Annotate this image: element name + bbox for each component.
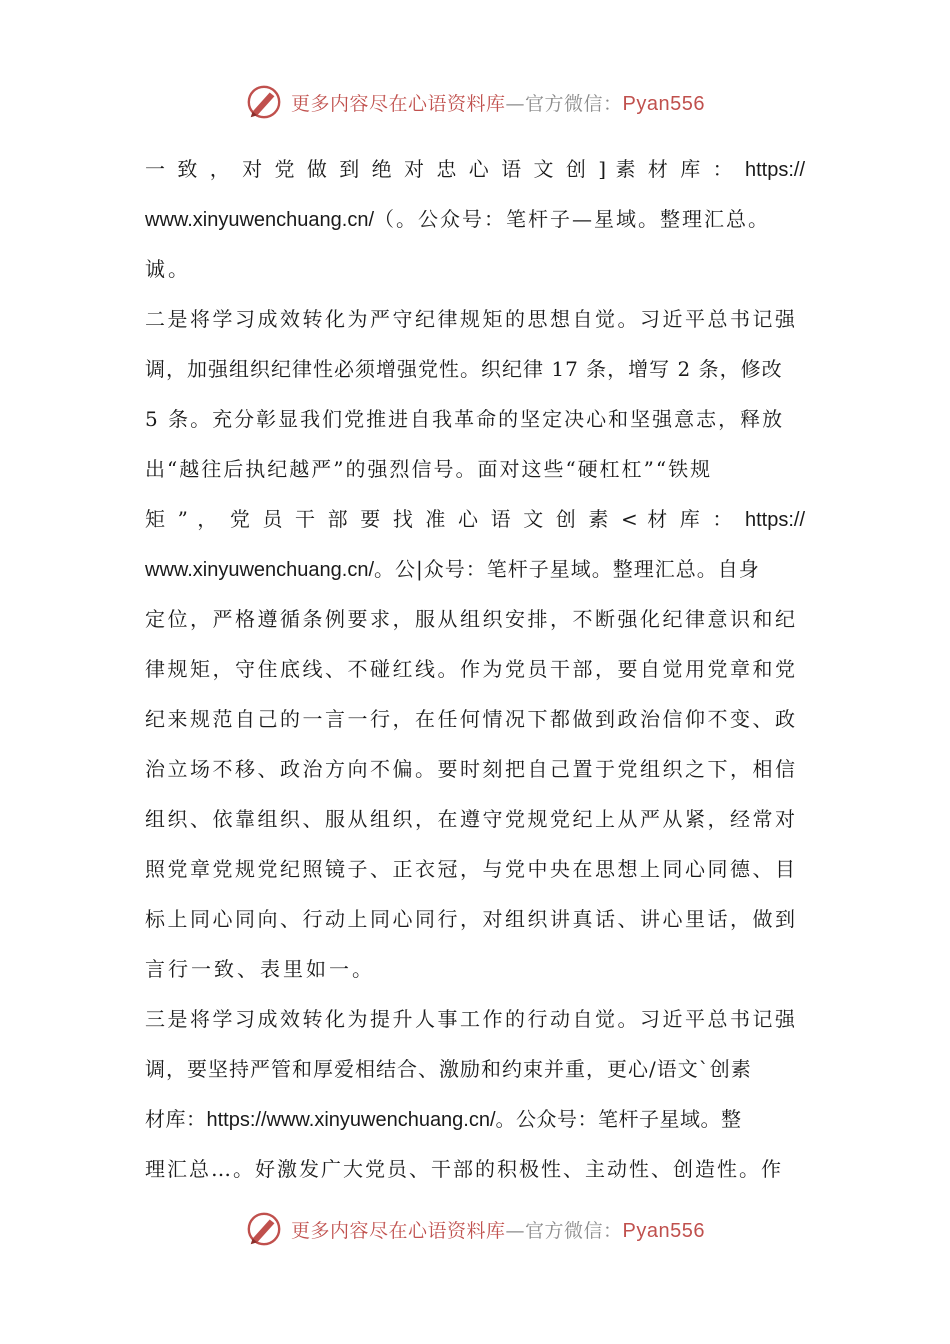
text-line: 纪来规范自己的一言一行，在任何情况下都做到政治信仰不变、政 xyxy=(145,707,798,731)
watermark-text: 更多内容尽在心语资料库—官方微信：Pyan556 xyxy=(291,92,705,115)
text-line: 矩 ” ， 党 员 干 部 要 找 准 心 语 文 创 素 < 材 库 ： https:// xyxy=(145,507,805,531)
text-line: 照党章党规党纪照镜子、正衣冠，与党中央在思想上同心同德、目 xyxy=(145,857,798,881)
url-text: www.xinyuwenchuang.cn/ xyxy=(145,559,375,581)
text-line: 定位，严格遵循条例要求，服从组织安排，不断强化纪律意识和纪 xyxy=(145,607,798,631)
url-text: https:// xyxy=(744,159,805,181)
text-line: www.xinyuwenchuang.cn/（。公众号：笔杆子—星域。整理汇总。 xyxy=(145,207,771,231)
text-line: 言行一致、表里如一。 xyxy=(145,957,375,981)
text-line: 治立场不移、政治方向不偏。要时刻把自己置于党组织之下，相信 xyxy=(145,757,798,781)
text-line: 材库：https://www.xinyuwenchuang.cn/。公众号：笔杆子星域。整 xyxy=(145,1107,742,1131)
watermark-banner-top xyxy=(0,80,950,124)
text-line: 5 条。充分彰显我们党推进自我革命的坚定决心和坚强意志，释放 xyxy=(145,407,785,431)
url-text: www.xinyuwenchuang.cn/ xyxy=(145,209,375,231)
text-line: 标上同心同向、行动上同心同行，对组织讲真话、讲心里话，做到 xyxy=(145,907,798,931)
text-line: 组织、依靠组织、服从组织，在遵守党规党纪上从严从紧，经常对 xyxy=(145,807,798,831)
url-text: https:// xyxy=(744,509,805,531)
text-line: 调，要坚持严管和厚爱相结合、激励和约束并重，更心/语文`创素 xyxy=(145,1057,752,1081)
url-text: https://www.xinyuwenchuang.cn/ xyxy=(206,1109,496,1131)
text-line: 三是将学习成效转化为提升人事工作的行动自觉。习近平总书记强 xyxy=(145,1007,798,1031)
text-line: 理汇总…。好激发广大党员、干部的积极性、主动性、创造性。作 xyxy=(145,1157,783,1181)
document-body xyxy=(145,144,805,1194)
text-line: 诚。 xyxy=(145,257,191,281)
text-line: 律规矩，守住底线、不碰红线。作为党员干部，要自觉用党章和党 xyxy=(145,657,798,681)
text-line: 二是将学习成效转化为严守纪律规矩的思想自觉。习近平总书记强 xyxy=(145,307,798,331)
watermark-text: 更多内容尽在心语资料库—官方微信：Pyan556 xyxy=(291,1219,705,1242)
watermark-banner-bottom xyxy=(0,1207,950,1251)
text-line: 出“越往后执纪越严”的强烈信号。面对这些“硬杠杠”“铁规 xyxy=(145,457,713,481)
text-line: www.xinyuwenchuang.cn/。公|众号：笔杆子星域。整理汇总。自身 xyxy=(145,557,760,581)
pen-logo-icon xyxy=(245,83,283,121)
text-line: 调，加强组织纪律性必须增强党性。织纪律 17 条，增写 2 条，修改 xyxy=(145,357,783,381)
pen-logo-icon xyxy=(245,1210,283,1248)
text-line: 一 致 ， 对 党 做 到 绝 对 忠 心 语 文 创 ] 素 材 库 ： https:// xyxy=(145,157,805,181)
